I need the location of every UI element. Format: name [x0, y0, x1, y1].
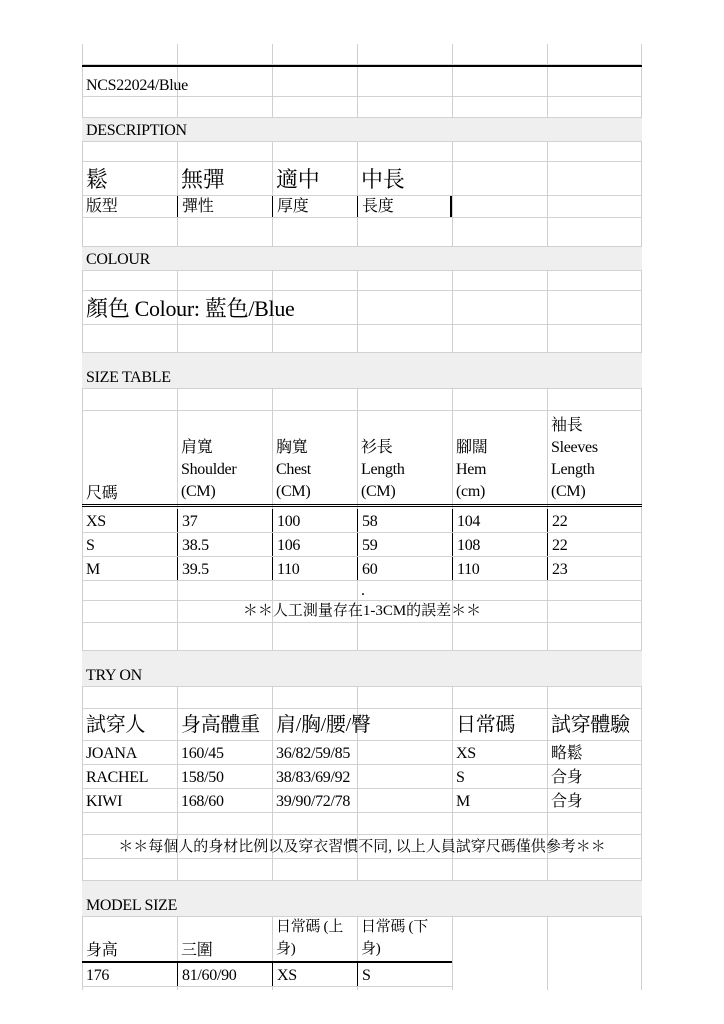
model-size-heading: MODEL SIZE — [86, 897, 178, 914]
model-height-header: 身高 — [86, 942, 118, 959]
fit-value: 鬆 — [86, 167, 108, 192]
table-row — [82, 557, 642, 581]
table-row — [82, 509, 642, 533]
tryer-name: KIWI — [86, 793, 123, 810]
description-values-row — [82, 162, 642, 196]
experience: 合身 — [551, 769, 583, 786]
value-cell: 104 — [457, 513, 481, 530]
value-cell: 38.5 — [182, 537, 209, 554]
usual-size: S — [456, 769, 465, 786]
model-size-header — [82, 917, 452, 963]
usual-size: M — [456, 793, 470, 810]
size-table-heading: SIZE TABLE — [86, 369, 171, 386]
tryer-name: JOANA — [86, 745, 137, 762]
usual-size-header: 日常碼 — [456, 714, 516, 736]
measurements: 36/82/59/85 — [276, 745, 351, 762]
value-cell: 100 — [277, 513, 301, 530]
height-weight-header: 身高體重 — [181, 714, 260, 736]
table-row — [82, 765, 642, 789]
height-weight: 160/45 — [181, 745, 224, 762]
stretch-value: 無彈 — [181, 167, 225, 192]
colour-text: 顏色 Colour: 藍色/Blue — [86, 296, 295, 321]
experience: 略鬆 — [551, 745, 583, 762]
size-table-header — [82, 411, 642, 507]
shoulder-header: 肩寬 Shoulder (CM) — [181, 439, 237, 500]
colour-row — [82, 291, 642, 325]
model-measurements: 81/60/90 — [182, 967, 237, 984]
value-cell: 60 — [362, 561, 378, 578]
table-row — [82, 741, 642, 765]
size-cell: S — [86, 537, 95, 554]
measurements: 39/90/72/78 — [276, 793, 351, 810]
usual-size: XS — [456, 745, 476, 762]
value-cell: 110 — [457, 561, 480, 578]
value-cell: 23 — [552, 561, 568, 578]
value-cell: 22 — [552, 513, 568, 530]
stretch-label: 彈性 — [182, 198, 214, 215]
size-table-heading-row — [82, 353, 642, 389]
chest-header: 胸寬 Chest (CM) — [276, 439, 311, 500]
spreadsheet — [82, 44, 642, 990]
size-note-row — [82, 601, 642, 623]
value-cell: 106 — [277, 537, 301, 554]
size-note: ＊＊人工測量存在1-3CM的誤差＊＊ — [242, 603, 482, 619]
model-measurements-header: 三圍 — [181, 942, 213, 959]
length-value: 中長 — [361, 167, 405, 192]
dot-mark: . — [361, 582, 365, 599]
colour-heading: COLOUR — [86, 251, 150, 268]
model-bottom-size: S — [362, 967, 371, 984]
sleeves-header: 袖長 Sleeves Length (CM) — [551, 417, 598, 500]
product-code: NCS22024/Blue — [86, 77, 188, 94]
tryer-header: 試穿人 — [86, 714, 146, 736]
try-on-heading-row — [82, 651, 642, 687]
thickness-label: 厚度 — [277, 198, 309, 215]
value-cell: 39.5 — [182, 561, 209, 578]
experience-header: 試穿體驗 — [551, 714, 630, 736]
try-on-note-row — [82, 835, 642, 859]
length-header: 衫長 Length (CM) — [361, 439, 405, 500]
description-heading-row — [82, 118, 642, 142]
measurements: 38/83/69/92 — [276, 769, 351, 786]
model-size-heading-row — [82, 881, 642, 917]
description-labels-row — [82, 196, 642, 218]
thickness-value: 適中 — [276, 167, 320, 192]
try-on-heading: TRY ON — [86, 667, 142, 684]
height-weight: 168/60 — [181, 793, 224, 810]
value-cell: 58 — [362, 513, 378, 530]
try-on-header — [82, 709, 642, 741]
length-label: 長度 — [362, 198, 394, 215]
description-heading: DESCRIPTION — [86, 122, 187, 139]
colour-heading-row — [82, 247, 642, 271]
size-column-label: 尺碼 — [86, 485, 118, 502]
model-bottom-size-header: 日常碼 (下 身) — [361, 919, 428, 957]
value-cell: 22 — [552, 537, 568, 554]
value-cell: 110 — [277, 561, 300, 578]
value-cell: 37 — [182, 513, 198, 530]
experience: 合身 — [551, 793, 583, 810]
table-row — [82, 789, 642, 813]
model-height: 176 — [86, 967, 110, 984]
hem-header: 腳闊 Hem (cm) — [456, 439, 488, 500]
model-top-size: XS — [277, 967, 297, 984]
product-code-row — [82, 65, 642, 97]
value-cell: 59 — [362, 537, 378, 554]
try-on-note: ＊＊每個人的身材比例以及穿衣習慣不同, 以上人員試穿尺碼僅供參考＊＊ — [118, 839, 606, 855]
measurements-header: 肩/胸/腰/臀 — [276, 714, 371, 736]
value-cell: 108 — [457, 537, 481, 554]
model-top-size-header: 日常碼 (上 身) — [276, 919, 343, 957]
height-weight: 158/50 — [181, 769, 224, 786]
size-cell: XS — [86, 513, 106, 530]
table-row — [82, 533, 642, 557]
size-cell: M — [86, 561, 100, 578]
fit-label: 版型 — [86, 198, 118, 215]
table-row — [82, 963, 452, 987]
tryer-name: RACHEL — [86, 769, 149, 786]
